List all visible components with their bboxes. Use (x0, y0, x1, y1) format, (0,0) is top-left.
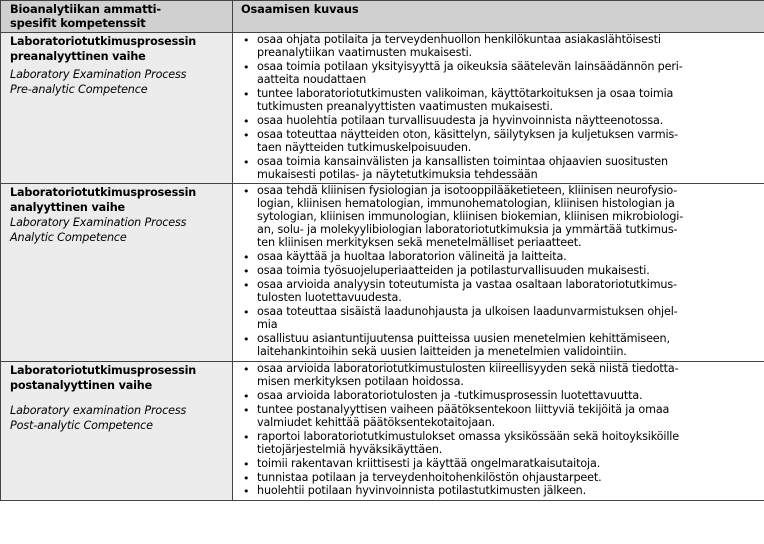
header-description: Osaamisen kuvaus (233, 1, 764, 33)
competence-description-cell (233, 361, 764, 501)
bullet-icon: • (243, 457, 250, 471)
competence-item-line: valmiudet kehittää päätöksentekotaitojaan. (257, 415, 496, 429)
bullet-icon: • (243, 265, 250, 279)
competence-english-line: Laboratory Examination Process (10, 216, 187, 230)
competence-item-line: osaa arvioida laboratoriotulosten ja -tutkimusprosessin luotettavuutta. (257, 388, 643, 402)
bullet-icon: • (243, 403, 250, 417)
competence-item (233, 431, 758, 457)
competence-item-line: tuntee postanalyyttisen vaiheen päätöksentekoon liittyviä tekijöitä ja omaa (257, 402, 670, 416)
competence-title-line: Laboratoriotutkimusprosessin (10, 363, 197, 377)
competence-item (233, 404, 758, 430)
competence-item-line: osaa käyttää ja huoltaa laboratorion välineitä ja laitteita. (257, 250, 567, 264)
competence-item-line: an, solu- ja molekyylibiologian laboratoriotutkimuksia ja ymmärtää tutkimus- (257, 223, 678, 237)
competence-item-line: osaa arvioida analyysin toteutumista ja vastaa osaltaan laboratoriotutkimus- (257, 278, 677, 292)
bullet-icon: • (243, 87, 250, 101)
competence-english-line: Laboratory Examination Process (10, 68, 187, 81)
competence-item-line: ten kliinisen merkityksen sekä menetelmälliset periaatteet. (257, 236, 582, 250)
competence-item (233, 34, 758, 60)
bullet-icon: • (243, 185, 250, 199)
competence-title-line: preanalyyttinen vaihe (10, 50, 146, 63)
competence-item-line: huolehtii potilaan hyvinvoinnista potilastutkimusten jälkeen. (257, 484, 587, 498)
competence-english-line: Analytic Competence (10, 231, 127, 245)
competence-item-line: tuntee laboratoriotutkimusten valikoiman, käyttötarkoituksen ja osaa toimia (257, 86, 674, 100)
competence-item-line: osaa toimia työsuojeluperiaatteiden ja potilasturvallisuuden mukaisesti. (257, 264, 650, 278)
competence-item (233, 115, 758, 128)
competence-item (233, 185, 758, 250)
competence-item (233, 88, 758, 114)
competence-item-line: misen merkityksen potilaan hoidossa. (257, 374, 464, 388)
competence-item-line: mukaisesti potilas- ja näytetutkimuksia tehdessään (257, 167, 538, 181)
header-competences-line-2: spesifit kompetenssit (10, 16, 146, 30)
competence-row (1, 361, 764, 501)
competence-item-line: tutkimusten preanalyyttisten vaatimusten mukaisesti. (257, 99, 553, 113)
competence-row (1, 184, 764, 361)
bullet-icon: • (243, 485, 250, 499)
competence-item (233, 279, 758, 305)
competence-item-line: osallistuu asiantuntijuutensa puitteissa uusien menetelmien kehittämiseen, (257, 331, 670, 345)
bullet-icon: • (243, 430, 250, 444)
competence-item-list (233, 185, 758, 358)
competence-item-line: sytologian, kliinisen immunologian, kliinisen biokemian, kliinisen mikrobiologi- (257, 210, 684, 224)
competence-name-cell (1, 361, 233, 501)
header-row (1, 1, 764, 33)
competence-item-line: osaa huolehtia potilaan turvallisuudesta ja hyvinvoinnista näytteenotossa. (257, 113, 664, 127)
bullet-icon: • (243, 306, 250, 320)
competence-name-cell (1, 33, 233, 184)
competence-item (233, 61, 758, 87)
competence-item-list (233, 363, 758, 499)
competence-item-line: toimii rakentavan kriittisesti ja käyttää ongelmaratkaisutaitoja. (257, 456, 601, 470)
competence-item-line: mia (257, 318, 278, 332)
competence-title-line: Laboratoriotutkimusprosessin (10, 186, 197, 200)
competence-title-line: Laboratoriotutkimusprosessin (10, 35, 197, 48)
bullet-icon: • (243, 114, 250, 128)
competence-item-line: aatteita noudattaen (257, 72, 367, 86)
competence-item (233, 363, 758, 389)
competence-item-line: tunnistaa potilaan ja terveydenhoitohenkilöstön ohjaustarpeet. (257, 470, 602, 484)
header-competences-line-1: Bioanalytiikan ammatti- (10, 2, 161, 16)
competence-english-line: Pre-analytic Competence (10, 83, 148, 96)
competence-description-cell (233, 184, 764, 361)
bullet-icon: • (243, 362, 250, 376)
competence-item-line: taen näytteiden tutkimuskelpoisuuden. (257, 140, 472, 154)
bullet-icon: • (243, 279, 250, 293)
competence-english-line: Laboratory examination Process (10, 403, 187, 417)
competence-item-line: osaa arvioida laboratoriotutkimustulosten kiireellisyyden sekä niistä tiedotta- (257, 361, 679, 375)
competence-english-line: Post-analytic Competence (10, 418, 153, 432)
competence-item-line: osaa toimia kansainvälisten ja kansallisten toimintaa ohjaavien suositusten (257, 154, 668, 168)
competence-item (233, 472, 758, 485)
bullet-icon: • (243, 60, 250, 74)
competence-item-line: osaa toimia potilaan yksityisyyttä ja oikeuksia säätelevän lainsäädännön peri- (257, 59, 683, 73)
competence-item-line: preanalytiikan vaatimusten mukaisesti. (257, 45, 472, 59)
competence-item (233, 390, 758, 403)
competence-item-line: logian, kliinisen hematologian, immunohematologian, kliinisen histologian ja (257, 197, 675, 211)
competence-item-line: osaa ohjata potilaita ja terveydenhuollon henkilökuntaa asiakaslähtöisesti (257, 33, 661, 46)
competence-item (233, 251, 758, 264)
competence-row (1, 33, 764, 184)
competence-item (233, 458, 758, 471)
competence-item-list (233, 34, 758, 181)
bullet-icon: • (243, 34, 250, 47)
competence-item-line: tulosten luotettavuudesta. (257, 291, 402, 305)
competence-item-line: raportoi laboratoriotutkimustulokset omassa yksikössään sekä hoitoyksiköille (257, 429, 679, 443)
bullet-icon: • (243, 389, 250, 403)
header-competences (1, 1, 233, 33)
competence-item (233, 485, 758, 498)
bullet-icon: • (243, 471, 250, 485)
competence-item-line: osaa tehdä kliinisen fysiologian ja isotooppilääketieteen, kliinisen neurofysio- (257, 184, 678, 198)
bullet-icon: • (243, 332, 250, 346)
competence-item (233, 306, 758, 332)
competence-item-line: osaa toteuttaa näytteiden oton, käsittelyn, säilytyksen ja kuljetuksen varmis- (257, 127, 679, 141)
competence-item (233, 333, 758, 359)
competence-item-line: laitehankintoihin sekä uusien laitteiden ja menetelmien validointiin. (257, 344, 627, 358)
competence-name-cell (1, 184, 233, 361)
competence-item (233, 265, 758, 278)
bullet-icon: • (243, 251, 250, 265)
bullet-icon: • (243, 128, 250, 142)
competence-title-line: analyyttinen vaihe (10, 201, 125, 215)
competence-title-line: postanalyyttinen vaihe (10, 378, 153, 392)
competence-item-line: tietojärjestelmiä hyväksikäyttäen. (257, 442, 443, 456)
competence-description-cell (233, 33, 764, 184)
competence-item (233, 129, 758, 155)
competence-item-line: osaa toteuttaa sisäistä laadunohjausta ja ulkoisen laadunvarmistuksen ohjel- (257, 305, 678, 319)
bullet-icon: • (243, 155, 250, 169)
competence-item (233, 156, 758, 182)
